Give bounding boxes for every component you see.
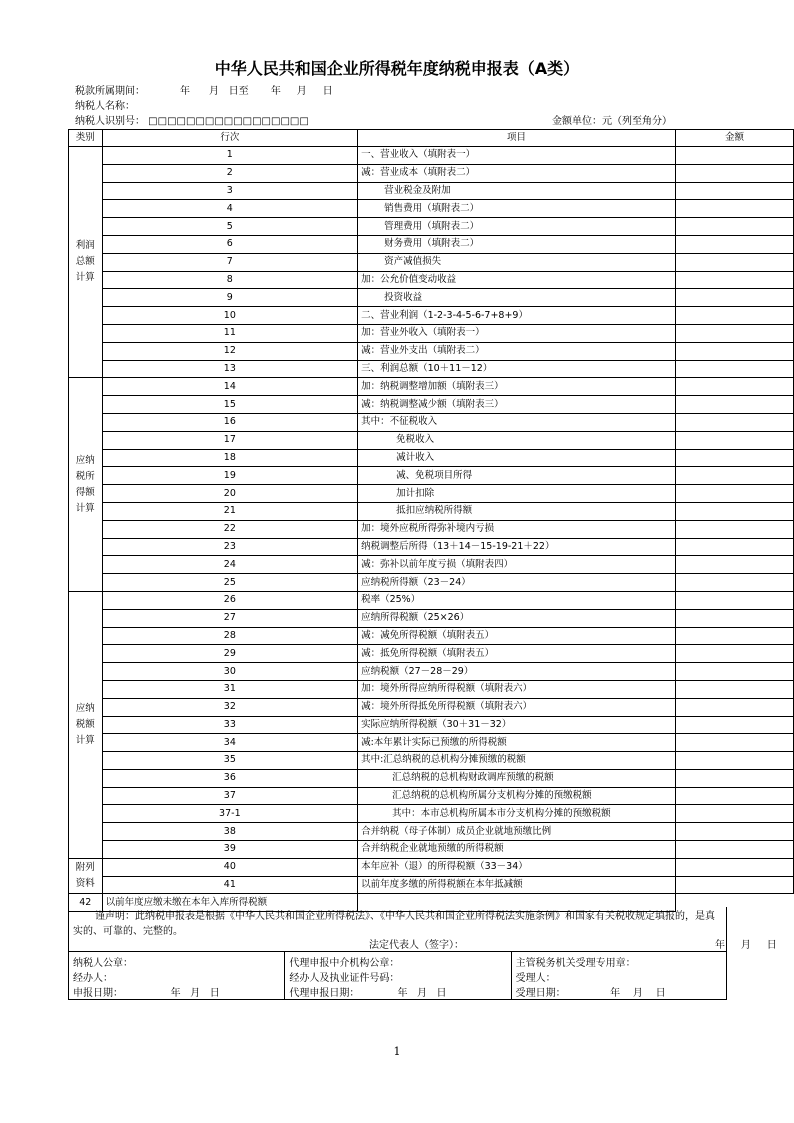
amount-cell[interactable] (675, 556, 793, 574)
amount-cell[interactable] (675, 752, 793, 770)
amount-cell[interactable] (675, 324, 793, 342)
table-row (69, 734, 794, 752)
table-row (69, 485, 794, 503)
table-row (69, 645, 794, 663)
item-label: 其中：不征税收入 (358, 413, 676, 431)
amount-cell[interactable] (675, 360, 793, 378)
filing-date-label: 申报日期： 年 月 日 (73, 988, 220, 999)
line-number: 7 (102, 253, 358, 271)
item-label: 应纳税额（27－28－29） (358, 663, 676, 681)
item-label: 减、免税项目所得 (358, 467, 676, 485)
line-number: 34 (102, 734, 358, 752)
amount-cell[interactable] (675, 271, 793, 289)
table-row (69, 182, 794, 200)
taxpayer-handler-label: 经办人： (73, 973, 113, 984)
table-row (69, 200, 794, 218)
line-number: 1 (102, 147, 358, 165)
table-row (69, 556, 794, 574)
table-row (69, 164, 794, 182)
table-row (69, 858, 794, 876)
line-number: 15 (102, 396, 358, 414)
item-label: 加计扣除 (358, 485, 676, 503)
table-row (69, 538, 794, 556)
amount-cell[interactable] (675, 396, 793, 414)
table-row (69, 663, 794, 681)
header-item: 项目 (358, 130, 676, 147)
table-row (69, 841, 794, 859)
authority-seal-label: 主管税务机关受理专用章： (515, 958, 636, 969)
declaration-date: 年 月 日 (715, 940, 777, 951)
table-row (69, 289, 794, 307)
table-row (69, 431, 794, 449)
form-title: 中华人民共和国企业所得税年度纳税申报表（A类） (214, 59, 580, 78)
item-label: 资产减值损失 (358, 253, 676, 271)
item-label: 汇总纳税的总机构财政调库预缴的税额 (358, 769, 676, 787)
item-label: 加：境外所得应纳所得税额（填附表六） (358, 680, 676, 698)
amount-cell[interactable] (675, 147, 793, 165)
item-label: 应纳税所得额（23－24） (358, 574, 676, 592)
line-number: 20 (102, 485, 358, 503)
item-label: 二、营业利润（1-2-3-4-5-6-7+8+9） (358, 307, 676, 325)
line-number: 37-1 (102, 805, 358, 823)
table-header (69, 130, 794, 147)
amount-cell[interactable] (675, 538, 793, 556)
amount-cell[interactable] (675, 716, 793, 734)
taxpayer-signature-block (69, 952, 284, 999)
table-row (69, 680, 794, 698)
line-number: 28 (102, 627, 358, 645)
line-number: 22 (102, 520, 358, 538)
item-label: 本年应补（退）的所得税额（33－34） (358, 858, 676, 876)
amount-cell[interactable] (675, 680, 793, 698)
item-label: 减：弥补以前年度亏损（填附表四） (358, 556, 676, 574)
amount-cell[interactable] (675, 467, 793, 485)
agent-seal-label: 代理申报中介机构公章： (289, 958, 400, 969)
amount-cell[interactable] (675, 164, 793, 182)
amount-unit: 金额单位：元（列至角分） (552, 116, 672, 127)
table-row (69, 752, 794, 770)
item-label: 减计收入 (358, 449, 676, 467)
table-row (69, 449, 794, 467)
table-row (69, 805, 794, 823)
table-row (69, 218, 794, 236)
amount-cell[interactable] (675, 858, 793, 876)
amount-cell[interactable] (675, 449, 793, 467)
table-row (69, 876, 794, 894)
header-amount: 金额 (675, 130, 793, 147)
declaration-text: 谨声明：此纳税申报表是根据《中华人民共和国企业所得税法》、《中华人民共和国企业所得税法实施条例》和国家有关税收规定填报的，是真实的、可靠的、完整的。 (73, 911, 715, 937)
amount-cell[interactable] (675, 841, 793, 859)
table-row (69, 360, 794, 378)
amount-cell[interactable] (675, 502, 793, 520)
line-number: 19 (102, 467, 358, 485)
table-row (69, 147, 794, 165)
line-number: 5 (102, 218, 358, 236)
amount-cell[interactable] (675, 413, 793, 431)
item-label: 纳税调整后所得（13＋14－15-19-21＋22） (358, 538, 676, 556)
table-row (69, 378, 794, 396)
tax-return-table (68, 129, 794, 912)
amount-cell[interactable] (675, 805, 793, 823)
page-number: 1 (393, 1045, 401, 1058)
amount-cell[interactable] (675, 200, 793, 218)
line-number: 26 (102, 591, 358, 609)
table-row (69, 574, 794, 592)
category-cell: 利润总额计算 (69, 147, 103, 378)
amount-cell[interactable] (675, 823, 793, 841)
line-number: 8 (102, 271, 358, 289)
item-label: 税率（25%） (358, 591, 676, 609)
table-row (69, 271, 794, 289)
table-row (69, 698, 794, 716)
item-label: 以前年度多缴的所得税额在本年抵减额 (358, 876, 676, 894)
amount-cell[interactable] (675, 431, 793, 449)
line-number: 30 (102, 663, 358, 681)
amount-cell[interactable] (675, 485, 793, 503)
item-label: 加：公允价值变动收益 (358, 271, 676, 289)
item-label: 以前年度应缴未缴在本年入库所得税额 (102, 894, 358, 912)
line-number: 21 (102, 502, 358, 520)
line-number: 10 (102, 307, 358, 325)
item-label: 免税收入 (358, 431, 676, 449)
amount-cell[interactable] (675, 769, 793, 787)
item-label: 营业税金及附加 (358, 182, 676, 200)
amount-cell[interactable] (675, 734, 793, 752)
line-number: 13 (102, 360, 358, 378)
receiver-label: 受理人： (515, 973, 556, 984)
declaration-section (68, 907, 777, 1000)
amount-cell[interactable] (675, 253, 793, 271)
line-number: 12 (102, 342, 358, 360)
line-number: 9 (102, 289, 358, 307)
header-line-no: 行次 (102, 130, 358, 147)
item-label: 合并纳税企业就地预缴的所得税额 (358, 841, 676, 859)
taxpayer-id: 纳税人识别号： □□□□□□□□□□□□□□□□□ (75, 116, 309, 127)
line-number: 27 (102, 609, 358, 627)
line-number: 11 (102, 324, 358, 342)
item-label: 一、营业收入（填附表一） (358, 147, 676, 165)
agent-filing-date-label: 代理申报日期： 年 月 日 (289, 988, 447, 999)
table-row (69, 609, 794, 627)
table-row (69, 342, 794, 360)
amount-cell[interactable] (675, 289, 793, 307)
amount-cell[interactable] (675, 609, 793, 627)
table-row (69, 396, 794, 414)
item-label: 其中:汇总纳税的总机构分摊预缴的税额 (358, 752, 676, 770)
amount-cell[interactable] (675, 645, 793, 663)
table-row (69, 467, 794, 485)
agent-handler-label: 经办人及执业证件号码： (289, 973, 400, 984)
item-label: 合并纳税（母子体制）成员企业就地预缴比例 (358, 823, 676, 841)
table-row (69, 235, 794, 253)
item-label: 抵扣应纳税所得额 (358, 502, 676, 520)
line-number: 33 (102, 716, 358, 734)
item-label: 汇总纳税的总机构所属分支机构分摊的预缴税额 (358, 787, 676, 805)
amount-cell[interactable] (675, 627, 793, 645)
amount-cell[interactable] (675, 663, 793, 681)
line-number: 38 (102, 823, 358, 841)
category-cell: 应纳税所得额计算 (69, 378, 103, 592)
table-row (69, 769, 794, 787)
item-label: 减：营业外支出（填附表二） (358, 342, 676, 360)
amount-cell[interactable] (675, 378, 793, 396)
item-label: 减：抵免所得税额（填附表五） (358, 645, 676, 663)
line-number: 25 (102, 574, 358, 592)
amount-cell[interactable] (675, 342, 793, 360)
amount-cell[interactable] (675, 182, 793, 200)
line-number: 35 (102, 752, 358, 770)
line-number: 40 (102, 858, 358, 876)
header-category: 类别 (69, 130, 103, 147)
amount-cell[interactable] (675, 574, 793, 592)
taxpayer-name: 纳税人名称： (75, 101, 135, 112)
item-label: 三、利润总额（10＋11－12） (358, 360, 676, 378)
category-cell: 附列资料 (69, 858, 103, 894)
table-row (69, 787, 794, 805)
amount-cell[interactable] (675, 698, 793, 716)
item-label: 减:本年累计实际已预缴的所得税额 (358, 734, 676, 752)
line-number: 18 (102, 449, 358, 467)
line-number: 41 (102, 876, 358, 894)
tax-authority-block (511, 952, 726, 999)
table-body (69, 147, 794, 912)
item-label: 减：境外所得抵免所得税额（填附表六） (358, 698, 676, 716)
category-cell: 应纳税额计算 (69, 591, 103, 858)
item-label: 加：营业外收入（填附表一） (358, 324, 676, 342)
line-number: 4 (102, 200, 358, 218)
amount-cell[interactable] (675, 787, 793, 805)
line-number: 23 (102, 538, 358, 556)
line-number: 42 (69, 894, 103, 912)
legal-representative-label: 法定代表人（签字）： (369, 940, 464, 951)
line-number: 31 (102, 680, 358, 698)
line-number: 29 (102, 645, 358, 663)
table-row (69, 591, 794, 609)
line-number: 2 (102, 164, 358, 182)
line-number: 3 (102, 182, 358, 200)
item-label: 实际应纳所得税额（30＋31－32） (358, 716, 676, 734)
table-row (69, 502, 794, 520)
item-label: 财务费用（填附表二） (358, 235, 676, 253)
amount-cell[interactable] (675, 876, 793, 894)
item-label: 应纳所得税额（25×26） (358, 609, 676, 627)
table-row (69, 253, 794, 271)
table-row (69, 823, 794, 841)
taxpayer-seal-label: 纳税人公章： (73, 958, 133, 969)
agent-signature-block (284, 952, 510, 999)
amount-cell[interactable] (675, 591, 793, 609)
item-label: 减：减免所得税额（填附表五） (358, 627, 676, 645)
item-label: 加：纳税调整增加额（填附表三） (358, 378, 676, 396)
item-label: 减：纳税调整减少额（填附表三） (358, 396, 676, 414)
item-label: 管理费用（填附表二） (358, 218, 676, 236)
line-number: 39 (102, 841, 358, 859)
amount-cell[interactable] (675, 235, 793, 253)
table-row (69, 307, 794, 325)
amount-cell[interactable] (675, 307, 793, 325)
item-label: 减：营业成本（填附表二） (358, 164, 676, 182)
line-number: 32 (102, 698, 358, 716)
line-number: 36 (102, 769, 358, 787)
item-label: 加：境外应税所得弥补境内亏损 (358, 520, 676, 538)
tax-period: 税款所属期间： 年 月 日至 年 月 日 (75, 86, 333, 97)
table-row (69, 520, 794, 538)
line-number: 24 (102, 556, 358, 574)
line-number: 6 (102, 235, 358, 253)
table-row (69, 324, 794, 342)
receipt-date-label: 受理日期： 年 月 日 (515, 988, 666, 999)
table-row (69, 413, 794, 431)
line-number: 14 (102, 378, 358, 396)
item-label: 投资收益 (358, 289, 676, 307)
table-row (69, 716, 794, 734)
amount-cell[interactable] (675, 218, 793, 236)
table-row (69, 627, 794, 645)
line-number: 16 (102, 413, 358, 431)
line-number: 37 (102, 787, 358, 805)
amount-cell[interactable] (675, 520, 793, 538)
item-label: 其中：本市总机构所属本市分支机构分摊的预缴税额 (358, 805, 676, 823)
line-number: 17 (102, 431, 358, 449)
item-label: 销售费用（填附表二） (358, 200, 676, 218)
